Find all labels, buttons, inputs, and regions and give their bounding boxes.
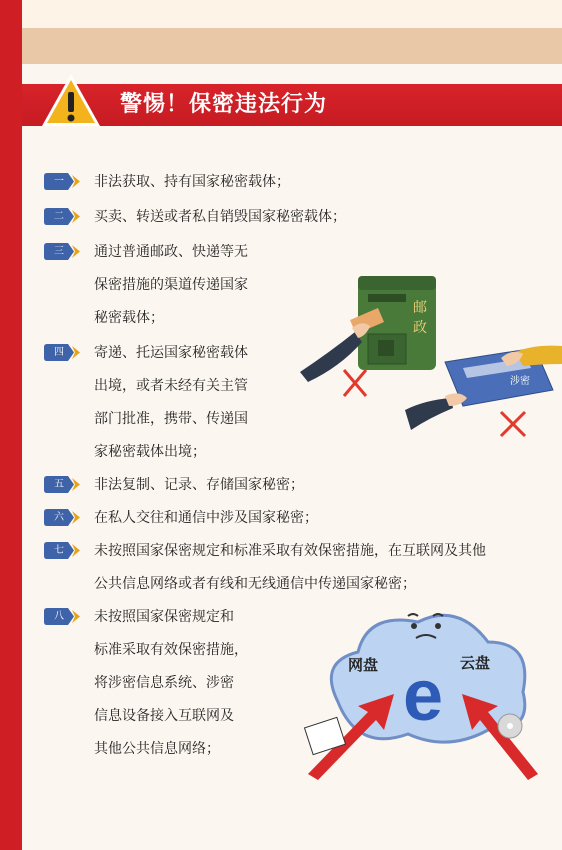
item-text-line: 秘密载体； bbox=[94, 310, 164, 326]
item-text-line: 部门批准，携带、传递国 bbox=[94, 411, 248, 427]
item-text-line: 非法复制、记录、存储国家秘密； bbox=[94, 477, 304, 493]
item-text-line: 在私人交往和通信中涉及国家秘密； bbox=[94, 510, 318, 526]
item-number: 一 bbox=[54, 176, 64, 187]
item-badge bbox=[44, 243, 82, 260]
item-number: 八 bbox=[54, 611, 64, 622]
item-text-line: 标准采取有效保密措施， bbox=[94, 642, 248, 658]
item-number: 二 bbox=[54, 211, 64, 222]
item-text-line: 信息设备接入互联网及 bbox=[94, 708, 234, 724]
item-badge bbox=[44, 476, 82, 493]
item-badge bbox=[44, 208, 82, 225]
item-badge bbox=[44, 608, 82, 625]
left-red-stripe bbox=[0, 0, 22, 850]
item-badge bbox=[44, 173, 82, 190]
item-text-line: 非法获取、持有国家秘密载体； bbox=[94, 174, 290, 190]
item-text-line: 未按照国家保密规定和 bbox=[94, 609, 234, 625]
cloud-left-label: 网盘 bbox=[348, 656, 379, 674]
item-text-line: 寄递、托运国家秘密载体 bbox=[94, 345, 248, 361]
item-text-line: 保密措施的渠道传递国家 bbox=[94, 277, 248, 293]
warning-triangle-icon bbox=[40, 72, 102, 128]
cloud-illustration bbox=[298, 602, 548, 780]
card-handoff-illustration bbox=[405, 340, 562, 440]
item-text-line: 未按照国家保密规定和标准采取有效保密措施，在互联网及其他 bbox=[94, 543, 486, 559]
page-title: 警惕！保密违法行为 bbox=[120, 92, 328, 117]
item-badge bbox=[44, 344, 82, 361]
item-text-line: 通过普通邮政、快递等无 bbox=[94, 244, 248, 260]
cloud-right-label: 云盘 bbox=[460, 654, 491, 672]
item-text-line: 公共信息网络或者有线和无线通信中传递国家秘密； bbox=[94, 576, 416, 592]
item-text-line: 家秘密载体出境； bbox=[94, 444, 206, 460]
item-number: 三 bbox=[54, 246, 64, 257]
item-number: 七 bbox=[54, 545, 64, 556]
item-text-line: 其他公共信息网络； bbox=[94, 741, 220, 757]
item-number: 五 bbox=[54, 479, 64, 490]
item-badge bbox=[44, 542, 82, 559]
item-text-line: 出境，或者未经有关主管 bbox=[94, 378, 248, 394]
top-band bbox=[22, 0, 562, 28]
item-text-line: 将涉密信息系统、涉密 bbox=[94, 675, 234, 691]
tan-band bbox=[22, 28, 562, 64]
card-label: 涉密 bbox=[510, 376, 530, 387]
item-text-line: 买卖、转送或者私自销毁国家秘密载体； bbox=[94, 209, 346, 225]
cloud-e-letter: e bbox=[402, 656, 444, 736]
item-badge bbox=[44, 509, 82, 526]
item-number: 四 bbox=[54, 347, 64, 358]
item-number: 六 bbox=[54, 512, 64, 523]
postbox-label: 邮政 bbox=[413, 300, 427, 336]
